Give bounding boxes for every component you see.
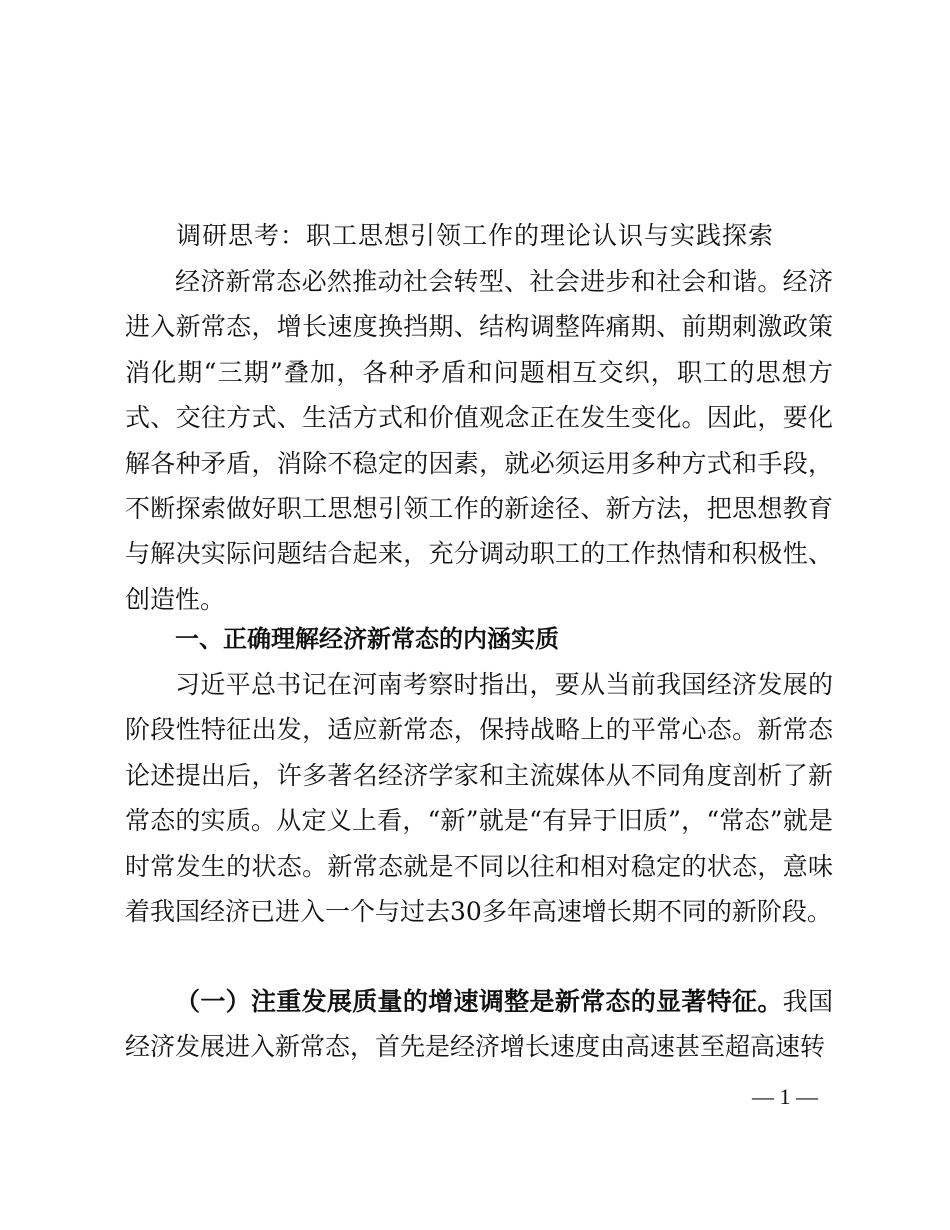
subsection-paragraph (125, 979, 833, 1070)
subsection-heading: （一）注重发展质量的增速调整是新常态的显著特征。 (175, 987, 783, 1016)
section-paragraph: 习近平总书记在河南考察时指出，要从当前我国经济发展的阶段性特征出发，适应新常态，保持战略上的平常心态。新常态论述提出后，许多著名经济学家和主流媒体从不同角度剖析了新常态的实质。从定义上看，“新”就是“有异于旧质”，“常态”就是时常发生的状态。新常态就是不同以往和相对稳定的状态，意味着我国经济已进入一个与过去30多年高速增长期不同的新阶段。 (125, 670, 833, 927)
page-number: — 1 — (752, 1084, 818, 1109)
section-heading: 一、正确理解经济新常态的内涵实质 (175, 625, 559, 653)
document-title: 调研思考：职工思想引领工作的理论认识与实践探索 (175, 221, 774, 250)
subsection-text: 我国经济发展进入新常态，首先是经济增长速度由高速甚至超高速转 (125, 987, 833, 1062)
intro-paragraph: 经济新常态必然推动社会转型、社会进步和社会和谐。经济进入新常态，增长速度换挡期、结构调整阵痛期、前期刺激政策消化期“三期”叠加，各种矛盾和问题相互交织，职工的思想方式、交往方式、生活方式和价值观念正在发生变化。因此，要化解各种矛盾，消除不稳定的因素，就必须运用多种方式和手段，不断探索做好职工思想引领工作的新途径、新方法，把思想教育与解决实际问题结合起来，充分调动职工的工作热情和积极性、创造性。 (125, 267, 833, 614)
